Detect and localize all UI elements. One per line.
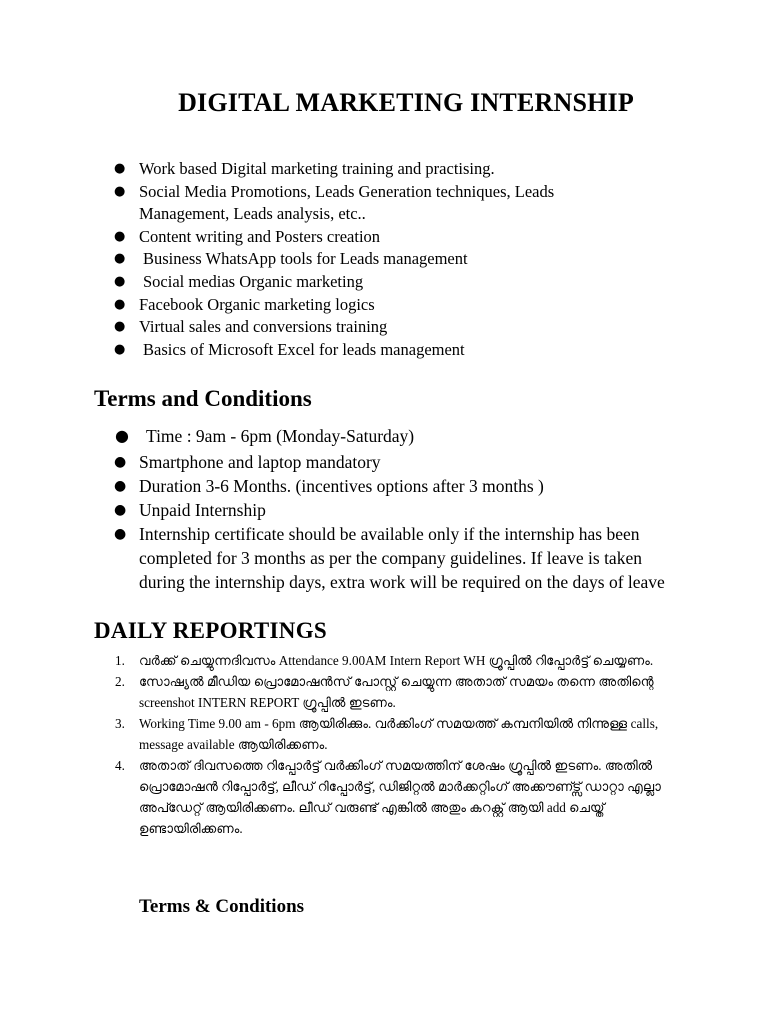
list-item-text: വർക്ക് ചെയ്യുന്നദിവസം Attendance 9.00AM Intern Report WH ഗ്രൂപ്പിൽ റിപ്പോർട്ട് ചെയ്യണം. xyxy=(139,653,654,668)
list-item-text: അതാത് ദിവസത്തെ റിപ്പോർട്ട് വർക്കിംഗ് സമയത്തിന് ശേഷം ഗ്രൂപ്പിൽ ഇടണം. അതിൽ പ്രൊമോഷൻ റിപ്പോർട്ട്, ലീഡ് റിപ്പോർട്ട്, ഡിജിറ്റൽ മാർക്കറ്റിംഗ് അക്കൗണ്ട്സ് ഡാറ്റാ എല്ലാ അപ്ഡേറ്റ് ആയിരിക്കണം. ലീഡ് വരുണ്ട് എങ്കിൽ അതും കറക്റ്റ് ആയി add ചെയ്ത് ഉണ്ടായിരിക്കണം. xyxy=(139,758,661,836)
terms-heading: Terms and Conditions xyxy=(94,386,312,411)
list-item: ● Social Media Promotions, Leads Generation techniques, Leads Management, Leads analysis, etc.. xyxy=(139,181,619,226)
list-item: ● Virtual sales and conversions training xyxy=(139,316,619,339)
list-item: ● Time : 9am - 6pm (Monday-Saturday) xyxy=(139,424,679,448)
list-item: ● Duration 3-6 Months. (incentives options after 3 months ) xyxy=(139,474,679,498)
daily-reportings-list xyxy=(115,650,679,839)
list-item-text: സോഷ്യൽ മീഡിയ പ്രൊമോഷൻസ് പോസ്റ്റ് ചെയ്യുന്ന അതാത് സമയം തന്നെ അതിന്റെ screenshot INTERN REPORT ഗ്രൂപ്പിൽ ഇടണം. xyxy=(139,674,654,710)
list-item: ● Basics of Microsoft Excel for leads management xyxy=(139,339,619,362)
list-number: 4. xyxy=(115,758,125,773)
list-item: ● Facebook Organic marketing logics xyxy=(139,294,619,317)
list-item xyxy=(115,671,679,713)
page-title: DIGITAL MARKETING INTERNSHIP xyxy=(178,88,634,117)
terms-and-conditions-heading: Terms & Conditions xyxy=(139,896,305,917)
list-item xyxy=(115,755,679,839)
list-item: ● Internship certificate should be available only if the internship has been completed for 3 months as per the company guidelines. If leave is taken during the internship days, extra work will be required on the days of leave xyxy=(139,522,679,594)
list-item: ● Smartphone and laptop mandatory xyxy=(139,450,679,474)
list-number: 3. xyxy=(115,716,125,731)
list-item: ● Social medias Organic marketing xyxy=(139,271,619,294)
daily-reportings-heading: DAILY REPORTINGS xyxy=(94,618,327,643)
list-number: 1. xyxy=(115,653,125,668)
list-number: 2. xyxy=(115,674,125,689)
list-item: ● Business WhatsApp tools for Leads management xyxy=(139,248,619,271)
list-item-text: Working Time 9.00 am - 6pm ആയിരിക്കും. വർക്കിംഗ് സമയത്ത് കമ്പനിയിൽ നിന്നുള്ള calls, message available ആയിരിക്കണം. xyxy=(139,716,659,752)
list-item xyxy=(115,713,679,755)
list-item: ● Unpaid Internship xyxy=(139,498,679,522)
list-item: ● Content writing and Posters creation xyxy=(139,226,619,249)
terms-list xyxy=(139,424,679,594)
internship-features-list xyxy=(139,158,619,361)
list-item: ● Work based Digital marketing training and practising. xyxy=(139,158,619,181)
list-item xyxy=(115,650,679,671)
